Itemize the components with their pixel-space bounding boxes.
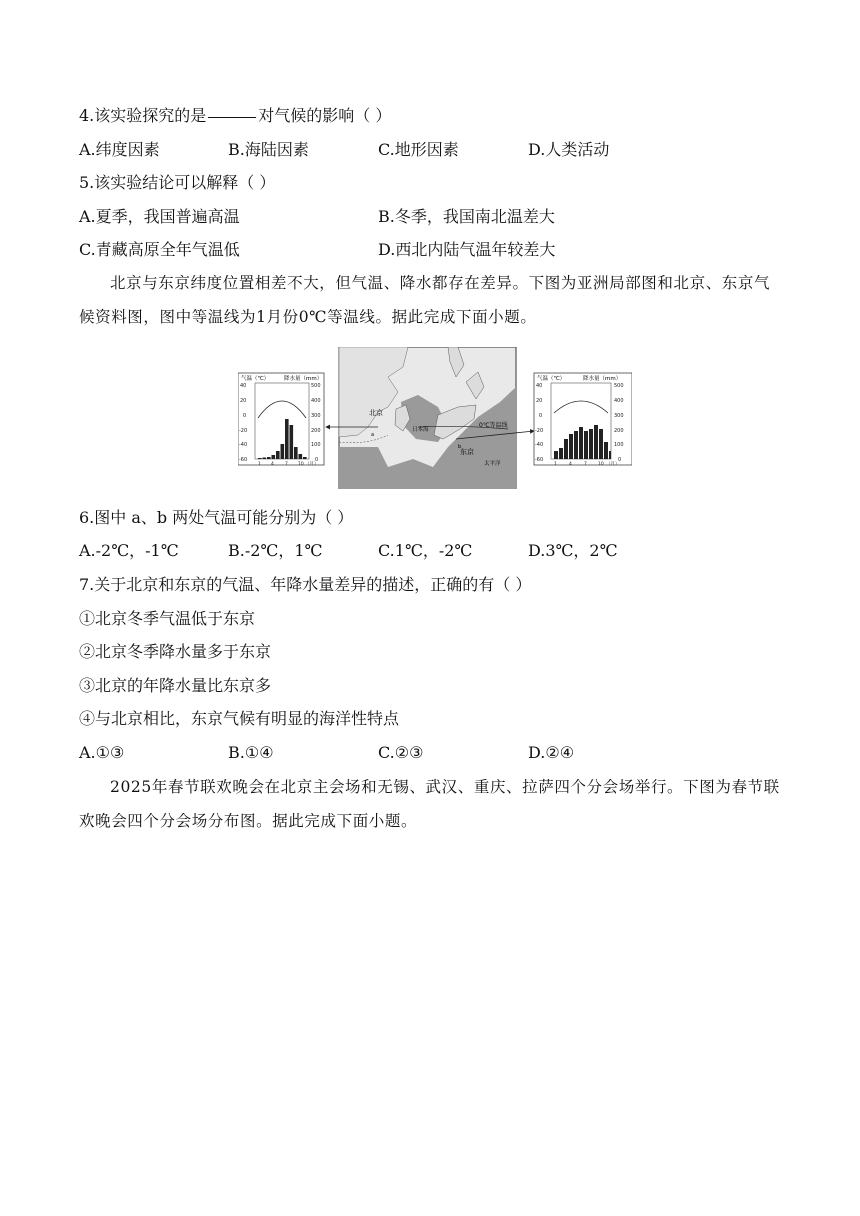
q5-option-d: D.西北内陆气温年较差大 [378,240,556,259]
precip-header: 降水量（mm） [583,376,622,382]
precip-tick: 300 [311,413,321,419]
temp-tick: 40 [536,383,543,389]
q7-statement-4: ④与北京相比，东京气候有明显的海洋性特点 [79,709,400,728]
month-tick: 1 [258,462,261,467]
temp-tick: 20 [240,398,247,404]
label-isotherm: 0℃等温线 [479,422,508,429]
label-sea-of-japan: 日本海 [412,427,429,433]
temp-tick: 0 [243,413,247,419]
q5-option-a: A.夏季，我国普遍高温 [79,207,240,226]
tokyo-climate-chart [534,373,632,467]
q6-option-b: B.-2℃，1℃ [228,541,323,560]
asia-map [339,347,516,489]
q7-option-a: A.①③ [79,743,125,762]
q5-option-b: B.冬季，我国南北温差大 [378,207,555,226]
q4-option-d: D.人类活动 [528,140,610,159]
temp-tick: 0 [539,413,543,419]
month-tick: 7 [285,462,288,467]
beijing-climate-chart [238,373,324,467]
precip-tick: 300 [614,413,624,419]
passage-beijing-tokyo: 北京与东京纬度位置相差不大，但气温、降水都存在差异。下图为亚洲局部图和北京、东京气候资料图，图中等温线为1月份0℃等温线。据此完成下面小题。 [79,274,771,326]
question-4-stem-before: 4.该实验探究的是 [79,106,207,125]
temp-tick: -60 [239,457,248,463]
label-point-b: b [458,444,462,450]
q6-option-a: A.-2℃，-1℃ [79,541,179,560]
precip-header: 降水量（mm） [284,376,323,382]
question-5-stem: 5.该实验结论可以解释（ ） [79,173,276,192]
temp-tick: -40 [535,442,544,448]
q7-statement-1: ①北京冬季气温低于东京 [79,609,256,628]
label-point-a: a [371,432,375,438]
q4-option-c: C.地形因素 [378,140,459,159]
q4-option-a: A.纬度因素 [79,140,160,159]
precip-tick: 400 [614,398,624,404]
passage-spring-festival-gala: 2025年春节联欢晚会在北京主会场和无锡、武汉、重庆、拉萨四个分会场举行。下图为春节联欢晚会四个分会场分布图。据此完成下面小题。 [79,778,780,830]
precip-tick: 100 [311,442,321,448]
q7-option-c: C.②③ [378,743,424,762]
label-pacific: 太平洋 [484,461,501,467]
figure-svg [238,347,632,489]
q6-option-c: C.1℃，-2℃ [378,541,473,560]
temp-tick: -20 [535,428,544,434]
q5-option-c: C.青藏高原全年气温低 [79,240,240,259]
month-tick: 4 [271,462,274,467]
temp-tick: -60 [535,457,544,463]
precip-tick: 200 [311,428,321,434]
precip-tick: 200 [614,428,624,434]
month-tick: 10 [598,462,604,467]
precip-tick: 500 [614,383,624,389]
month-unit: （月） [305,462,319,467]
q4-option-b: B.海陆因素 [228,140,309,159]
q7-option-d: D.②④ [528,743,575,762]
temp-header: 气温（℃） [537,376,566,382]
month-unit: （月） [606,462,620,467]
question-4-stem-after: 对气候的影响（ ） [258,106,392,125]
q7-option-b: B.①④ [228,743,274,762]
question-6-stem: 6.图中 a、b 两处气温可能分别为（ ） [79,508,354,527]
temp-header: 气温（℃） [241,376,270,382]
label-beijing: 北京 [369,409,383,417]
precip-tick: 0 [618,457,622,463]
month-tick: 7 [584,462,587,467]
temp-tick: -20 [239,428,248,434]
precip-tick: 400 [311,398,321,404]
q7-statement-3: ③北京的年降水量比东京多 [79,676,272,695]
question-7-stem: 7.关于北京和东京的气温、年降水量差异的描述，正确的有（ ） [79,575,532,594]
q7-statement-2: ②北京冬季降水量多于东京 [79,642,272,661]
precip-tick: 500 [311,383,321,389]
temp-tick: 40 [240,383,247,389]
question-4-stem [79,106,391,126]
asia-map-climate-figure [238,347,632,489]
month-tick: 10 [298,462,304,467]
precip-tick: 100 [614,442,624,448]
month-tick: 1 [554,462,557,467]
temp-tick: -40 [239,442,248,448]
month-tick: 4 [569,462,572,467]
answer-blank [208,117,256,118]
precip-tick: 0 [315,457,319,463]
q6-option-d: D.3℃，2℃ [528,541,618,560]
temp-tick: 20 [536,398,543,404]
label-tokyo: 东京 [460,448,474,456]
